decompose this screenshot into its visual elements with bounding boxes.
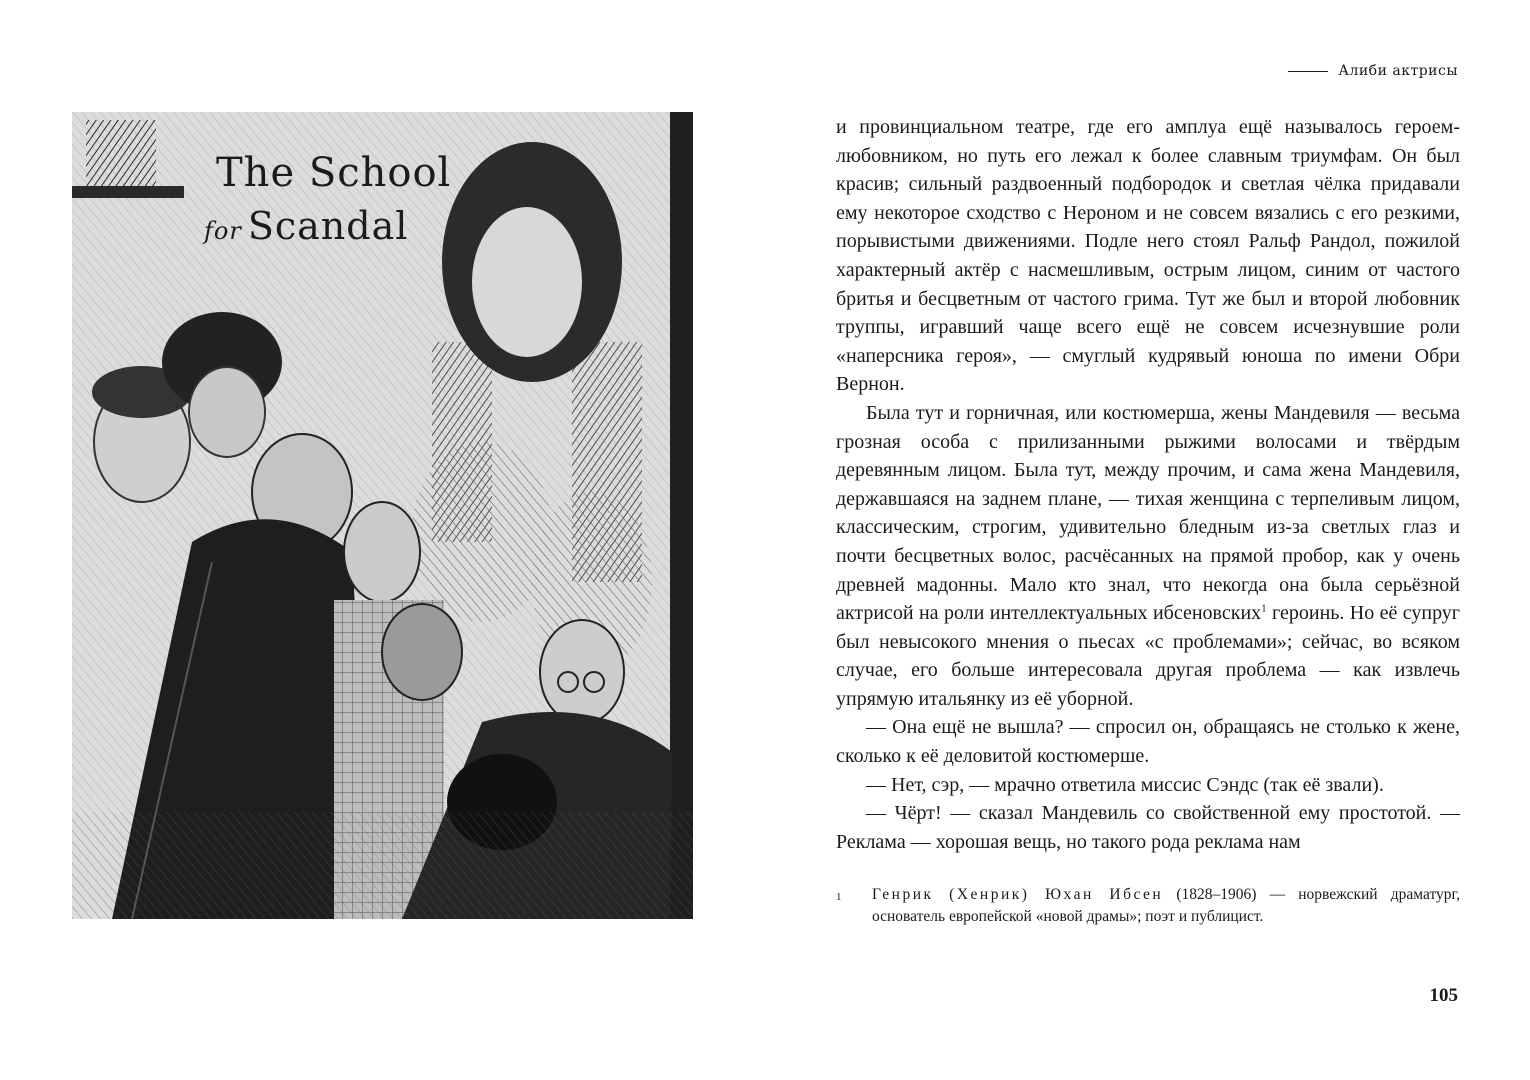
footnote-mark: 1 <box>836 891 842 903</box>
paragraph-2-text-b: героинь. Но её супруг был невысокого мнения о пьесах «с проблемами»; сейчас, во всяком случае, его больше интересовала другая проблема — как извлечь упрямую итальянку из её уборной. <box>836 602 1461 710</box>
poster-title-for: for <box>204 217 242 245</box>
top-hat <box>86 120 156 190</box>
paragraph-2 <box>836 399 1460 714</box>
poster-woman-face <box>472 207 582 357</box>
footnote-body <box>872 884 1460 928</box>
poster-title-line2 <box>204 204 408 248</box>
footnote-reference[interactable]: 1 <box>1261 602 1267 615</box>
paragraph-3: — Она ещё не вышла? — спросил он, обращаясь не столько к жене, сколько к её деловитой костюмерше. <box>836 716 1460 768</box>
running-head-rule <box>1288 71 1328 72</box>
illustration <box>72 112 693 919</box>
old-man-face <box>344 502 420 602</box>
poster-title-line1: The School <box>216 150 452 196</box>
paragraph-5: — Чёрт! — сказал Мандевиль со свойственной ему простотой. — Реклама — хорошая вещь, но такого рода реклама нам <box>836 802 1460 853</box>
footnote <box>836 884 1460 928</box>
footnote-text: (1828–1906) — норвежский драматург, основатель европейской «новой драмы»; поэт и публицист. <box>872 886 1460 925</box>
held-hat <box>382 604 462 700</box>
paragraph-1: и провинциальном театре, где его амплуа ещё называлось героем-любовником, но путь его лежал к более славным триумфам. Он был красив; сильный раздвоенный подбородок и светлая чёлка придавали ему некоторое сходство с Нероном и не совсем вязались с его резкими, порывистыми движениями. Подле него стоял Ральф Рандол, пожилой характерный актёр с насмешливым, острым лицом, синим от частого бритья и бесцветным от частого грима. Тут же был и второй любовник труппы, игравший чаще всего ещё не совсем исчезнувшие роли «наперсника героя», — смуглый кудрявый юноша по имени Обри Вернон. <box>836 116 1460 396</box>
glasses-man-face <box>540 620 624 724</box>
running-head-title: Алиби актрисы <box>1338 63 1458 79</box>
footnote-name: Генрик (Хенрик) Юхан Ибсен <box>872 886 1164 903</box>
running-head <box>1288 63 1458 79</box>
paragraph-4: — Нет, сэр, — мрачно ответила миссис Сэндс (так её звали). <box>866 773 1384 796</box>
page-number: 105 <box>1429 985 1458 1006</box>
paragraph-2-text-a: Была тут и горничная, или костюмерша, жены Мандевиля — весьма грозная особа с прилизанными рыжими волосами и твёрдым деревянным лицом. Была тут, между прочим, и сама жена Мандевиля, державшаяся на заднем плане, — тихая женщина с терпеливым лицом, классическим, строгим, удивительно бледным из-за светлых глаз и почти бесцветных волос, расчёсанных на прямой пробор, как у очень древней мадонны. Мало кто знал, что некогда она была серьёзной актрисой на роли интеллектуальных ибсеновских <box>836 401 1460 625</box>
door-frame <box>670 112 693 919</box>
body-text <box>836 113 1460 856</box>
poster-title-scandal: Scandal <box>247 204 409 248</box>
